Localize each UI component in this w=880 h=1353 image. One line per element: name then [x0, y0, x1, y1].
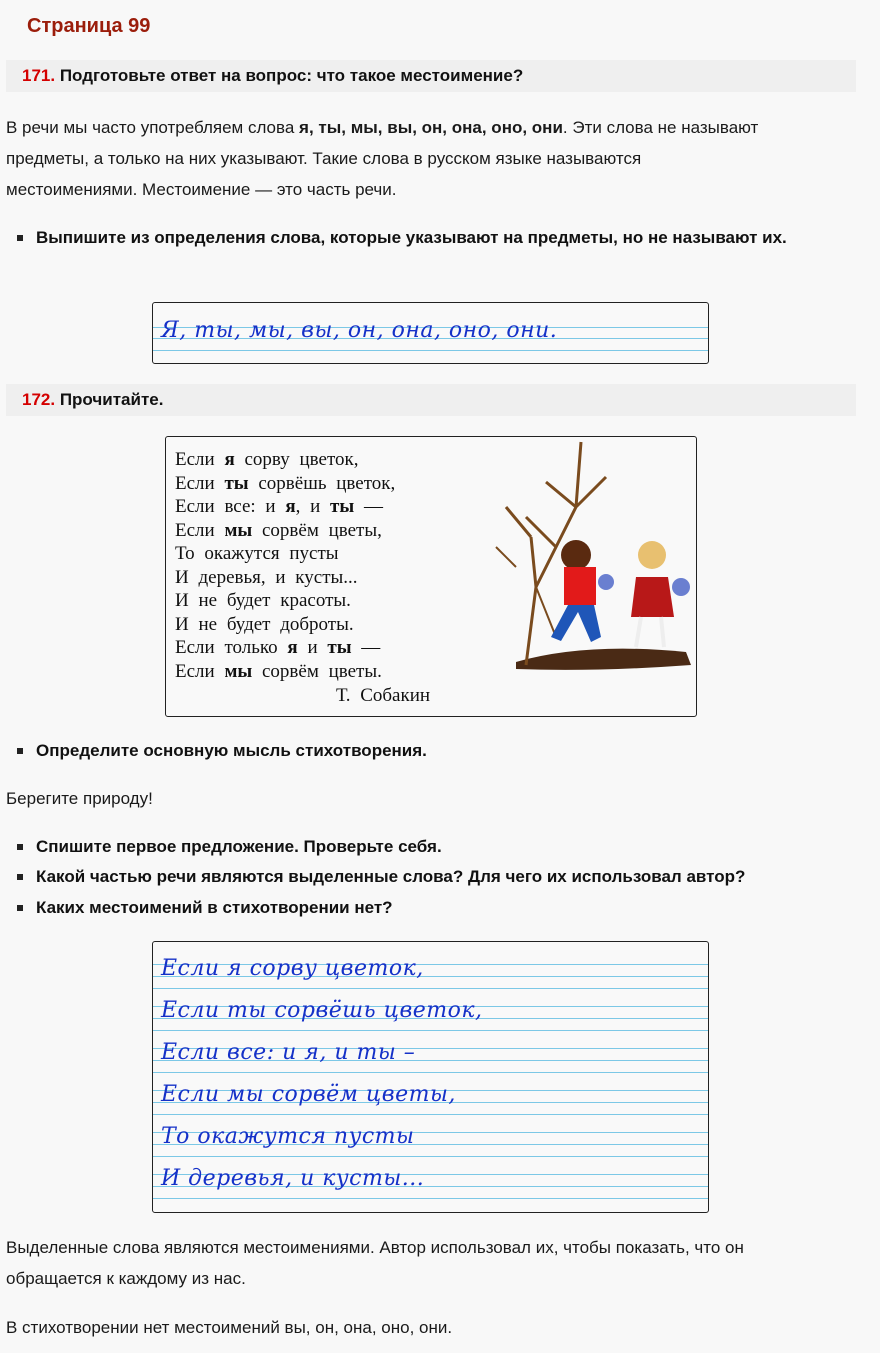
handwritten-line: То окажутся пусты	[161, 1124, 415, 1149]
poem-line	[175, 496, 383, 518]
handwritten-answer-171	[152, 302, 709, 364]
ruling-line	[153, 350, 708, 351]
poem-line	[175, 520, 382, 542]
answer-pronouns	[6, 1232, 866, 1294]
poem-text: Если	[175, 660, 225, 682]
poem-line	[175, 637, 380, 659]
poem-text: Если	[175, 449, 225, 470]
task-number: 171.	[22, 66, 56, 85]
poem-line	[175, 543, 339, 565]
text-part: . Эти слова не называют	[562, 118, 759, 137]
poem-line	[175, 473, 395, 495]
poem-text: —	[351, 637, 381, 658]
pronoun: мы	[224, 660, 253, 682]
task-172-bullet: Спишите первое предложение. Проверьте себя.	[36, 831, 856, 862]
ruling-line	[153, 1072, 708, 1073]
handwritten-text: Я, ты, мы, вы, он, она, оно, они.	[161, 318, 558, 343]
poem-line	[175, 590, 351, 612]
pronoun: я	[287, 637, 298, 658]
handwritten-answer-172	[152, 941, 709, 1213]
text-line: местоимениями. Местоимение — это часть речи.	[6, 180, 397, 199]
poem-box	[165, 436, 697, 717]
answer-missing-pronouns: В стихотворении нет местоимений вы, он, она, оно, они.	[6, 1318, 453, 1337]
task-172-header	[6, 384, 856, 416]
poem-text: И деревья, и кусты...	[175, 566, 358, 588]
pronoun: ты	[330, 496, 355, 517]
task-number: 172.	[22, 390, 56, 409]
handwritten-line: Если мы сорвём цветы,	[161, 1082, 456, 1107]
answer-main-idea: Берегите природу!	[6, 789, 153, 808]
poem-text: Если	[175, 519, 225, 541]
ruling-line	[153, 1114, 708, 1115]
poem-text: То окажутся пусты	[175, 543, 339, 564]
text-part: В речи мы часто употребляем слова	[6, 118, 300, 137]
task-title: Прочитайте.	[59, 390, 164, 409]
poem-text: —	[354, 496, 383, 517]
poem-text: сорвём цветы.	[252, 660, 382, 682]
ruling-line	[153, 1198, 708, 1199]
poem-text: Если все: и	[175, 496, 286, 517]
poem-text: и	[297, 637, 328, 658]
poem-text: И не будет красоты.	[175, 590, 351, 611]
poem-line	[175, 567, 358, 589]
poem-text: , и	[295, 496, 331, 517]
poem-text: сорву цветок,	[234, 449, 359, 470]
ruling-line	[153, 1030, 708, 1031]
page-title: Страница 99	[27, 15, 151, 37]
task-172-bullet-main-idea: Определите основную мысль стихотворения.	[36, 735, 856, 766]
ruling-line	[153, 1156, 708, 1157]
handwritten-line: Если я сорву цветок,	[161, 956, 424, 981]
poem-line	[175, 449, 358, 471]
task-172-bullet: Какой частью речи являются выделенные слова? Для чего их использовал автор?	[36, 861, 856, 892]
text-line: обращается к каждому из нас.	[6, 1269, 246, 1288]
task-171-text	[6, 112, 866, 205]
pronoun: мы	[224, 519, 253, 541]
ruling-line	[153, 988, 708, 989]
poem-text: Если	[175, 472, 225, 494]
pronoun: ты	[224, 472, 249, 494]
children-illustration	[486, 437, 696, 677]
poem-author: Т. Собакин	[336, 685, 431, 706]
handwritten-line: Если ты сорвёшь цветок,	[161, 998, 483, 1023]
handwritten-line: И деревья, и кусты...	[161, 1166, 425, 1191]
poem-line	[175, 614, 354, 636]
pronoun-list: я, ты, мы, вы, он, она, оно, они	[299, 118, 563, 137]
pronoun: я	[224, 449, 235, 470]
pronoun: ты	[327, 637, 352, 658]
poem-text: Если только	[175, 637, 288, 658]
task-171-header	[6, 60, 856, 92]
poem-text: И не будет доброты.	[175, 613, 354, 635]
poem-text: сорвёшь цветок,	[248, 472, 396, 494]
handwritten-line: Если все: и я, и ты –	[161, 1040, 416, 1065]
task-172-bullet: Каких местоимений в стихотворении нет?	[36, 892, 856, 923]
text-line: предметы, а только на них указывают. Такие слова в русском языке называются	[6, 149, 642, 168]
pronoun: я	[285, 496, 296, 517]
task-171-bullet: Выпишите из определения слова, которые указывают на предметы, но не называют их.	[36, 222, 856, 253]
task-title: Подготовьте ответ на вопрос: что такое местоимение?	[59, 66, 524, 85]
text-line: Выделенные слова являются местоимениями. Автор использовал их, чтобы показать, что он	[6, 1238, 744, 1257]
poem-text: сорвём цветы,	[252, 519, 382, 541]
poem-line	[175, 661, 382, 683]
